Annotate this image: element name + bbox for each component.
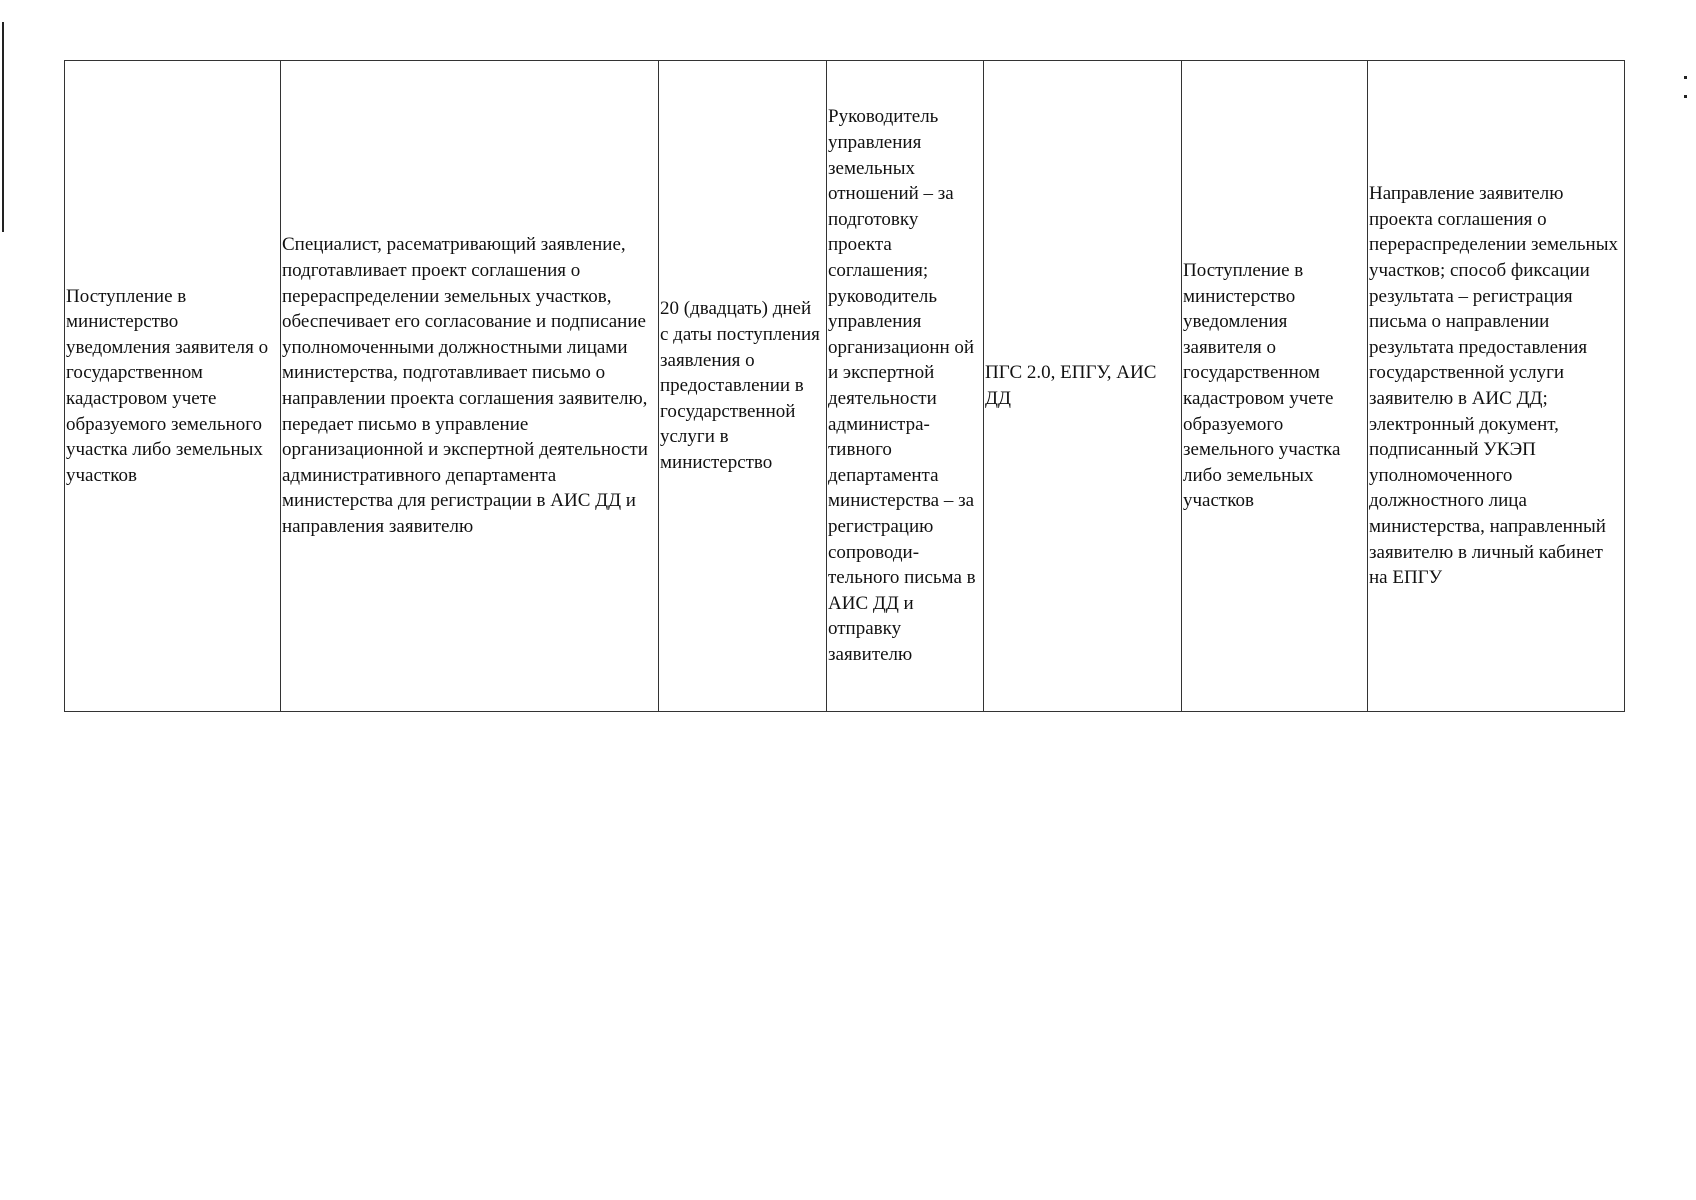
cell-action-content: Специалист, расематривающий заявление, подготавливает проект соглашения о перераспределении земельных участков, обеспечивает его согласование и подписание уполномоченными должностными лицами министерства, подготавливает письмо о направлении проекта соглашения заявителю, передает письмо в управление организационной и экспертной деятельности административного департамента министерства для регистрации в АИС ДД и направления заявителю [281,61,659,712]
cell-decision-criteria: Поступление в министерство уведомления заявителя о государственном кадастровом учете образуемого земельного участка либо земельных участков [1182,61,1368,712]
scan-artifact-dot [1684,76,1687,79]
cell-basis-for-start: Поступление в министерство уведомления заявителя о государственном кадастровом учете образуемого земельного участка либо земельных участков [65,61,281,712]
cell-result: Направление заявителю проекта соглашения о перераспределении земельных участков; способ фиксации результата – регистрация письма о направлении результата предоставления государственной услуги заявителю в АИС ДД; электронный документ, подписанный УКЭП уполномоченного должностного лица министерства, направленный заявителю в личный кабинет на ЕПГУ [1368,61,1625,712]
scan-artifact-dot [1684,95,1687,98]
scan-artifact-left-line [2,22,4,232]
table-row [65,61,1625,712]
cell-deadline: 20 (двадцать) дней с даты поступления заявления о предоставлении в государственной услуги в министерство [659,61,827,712]
cell-information-systems: ПГС 2.0, ЕПГУ, АИС ДД [984,61,1182,712]
cell-responsible-officials: Руководитель управления земельных отношений – за подготовку проекта соглашения; руководитель управления организационн ой и экспертной деятельности администра-тивного департамента министерства – за регистрацию сопроводи-тельного письма в АИС ДД и отправку заявителю [827,61,984,712]
procedure-table [64,60,1625,712]
